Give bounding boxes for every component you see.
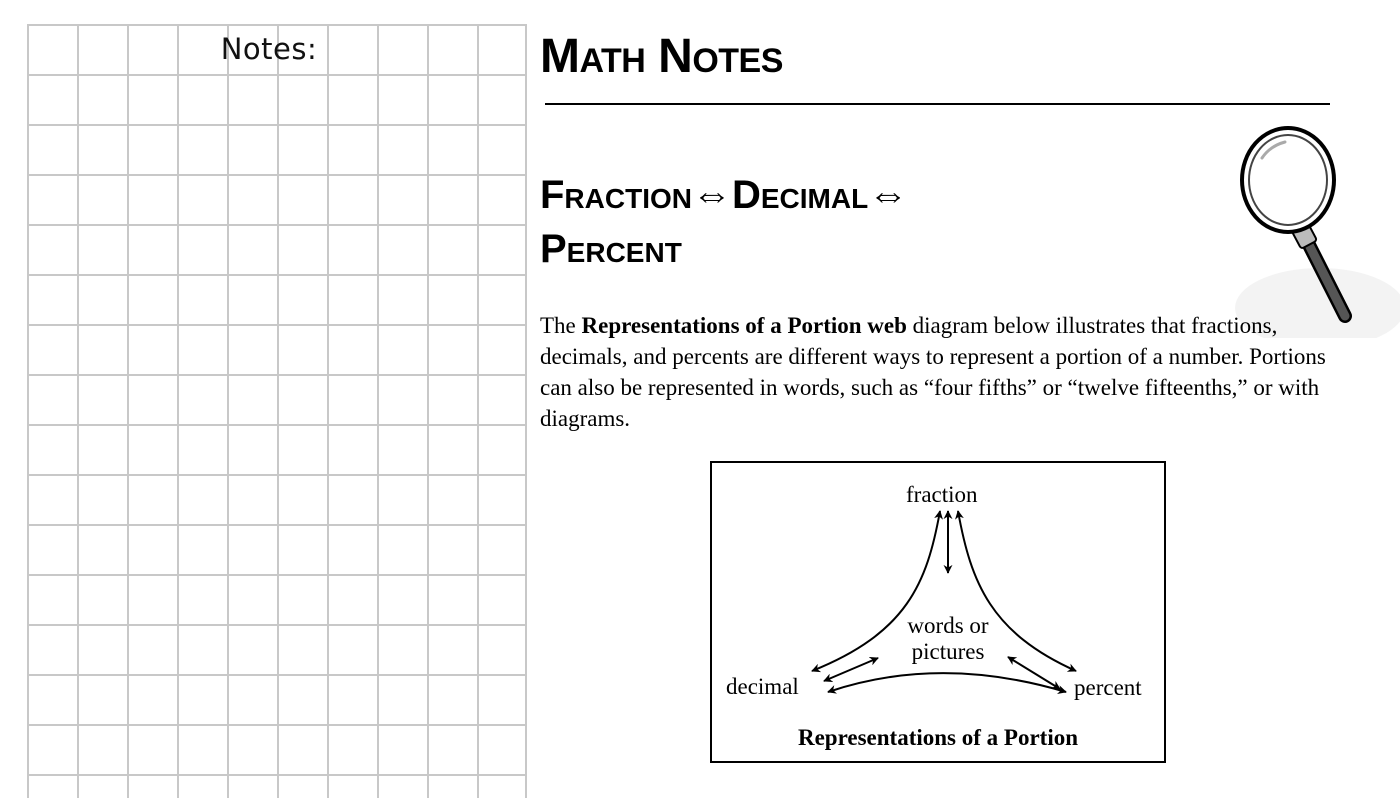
section-title-percent: Percent <box>540 227 682 271</box>
node-fraction: fraction <box>906 482 978 507</box>
node-center-line2: pictures <box>911 639 985 664</box>
node-decimal: decimal <box>726 674 799 699</box>
intro-term: Representations of a Portion web <box>581 313 907 338</box>
notes-label: Notes: <box>220 32 318 66</box>
arrow-decimal-percent <box>828 673 1066 692</box>
node-percent: percent <box>1074 675 1142 700</box>
section-title-fraction: Fraction <box>540 173 692 217</box>
double-arrow-icon: ⇔ <box>868 173 909 217</box>
page-title: Math Notes <box>540 30 783 83</box>
intro-text-rest: diagram below illustrates that fractions, decimals, and percents are different ways to represent a portion of a number. Portions can also be represented in words, such as “four fifths” or “twelve fifteenths,” or with diagrams. <box>540 313 1326 431</box>
diagram-caption: Representations of a Portion <box>797 725 1079 750</box>
notes-grid <box>27 24 527 798</box>
node-center-line1: words or <box>907 613 989 638</box>
double-arrow-icon: ⇔ <box>691 173 732 217</box>
magnifying-glass-icon <box>1200 118 1400 338</box>
title-divider <box>545 103 1330 105</box>
section-title <box>540 168 1060 276</box>
node-words-or-pictures <box>888 613 1008 665</box>
intro-paragraph <box>540 310 1360 434</box>
portion-web-diagram <box>710 461 1166 763</box>
intro-text-start: The <box>540 313 582 338</box>
section-title-decimal: Decimal <box>731 173 869 217</box>
